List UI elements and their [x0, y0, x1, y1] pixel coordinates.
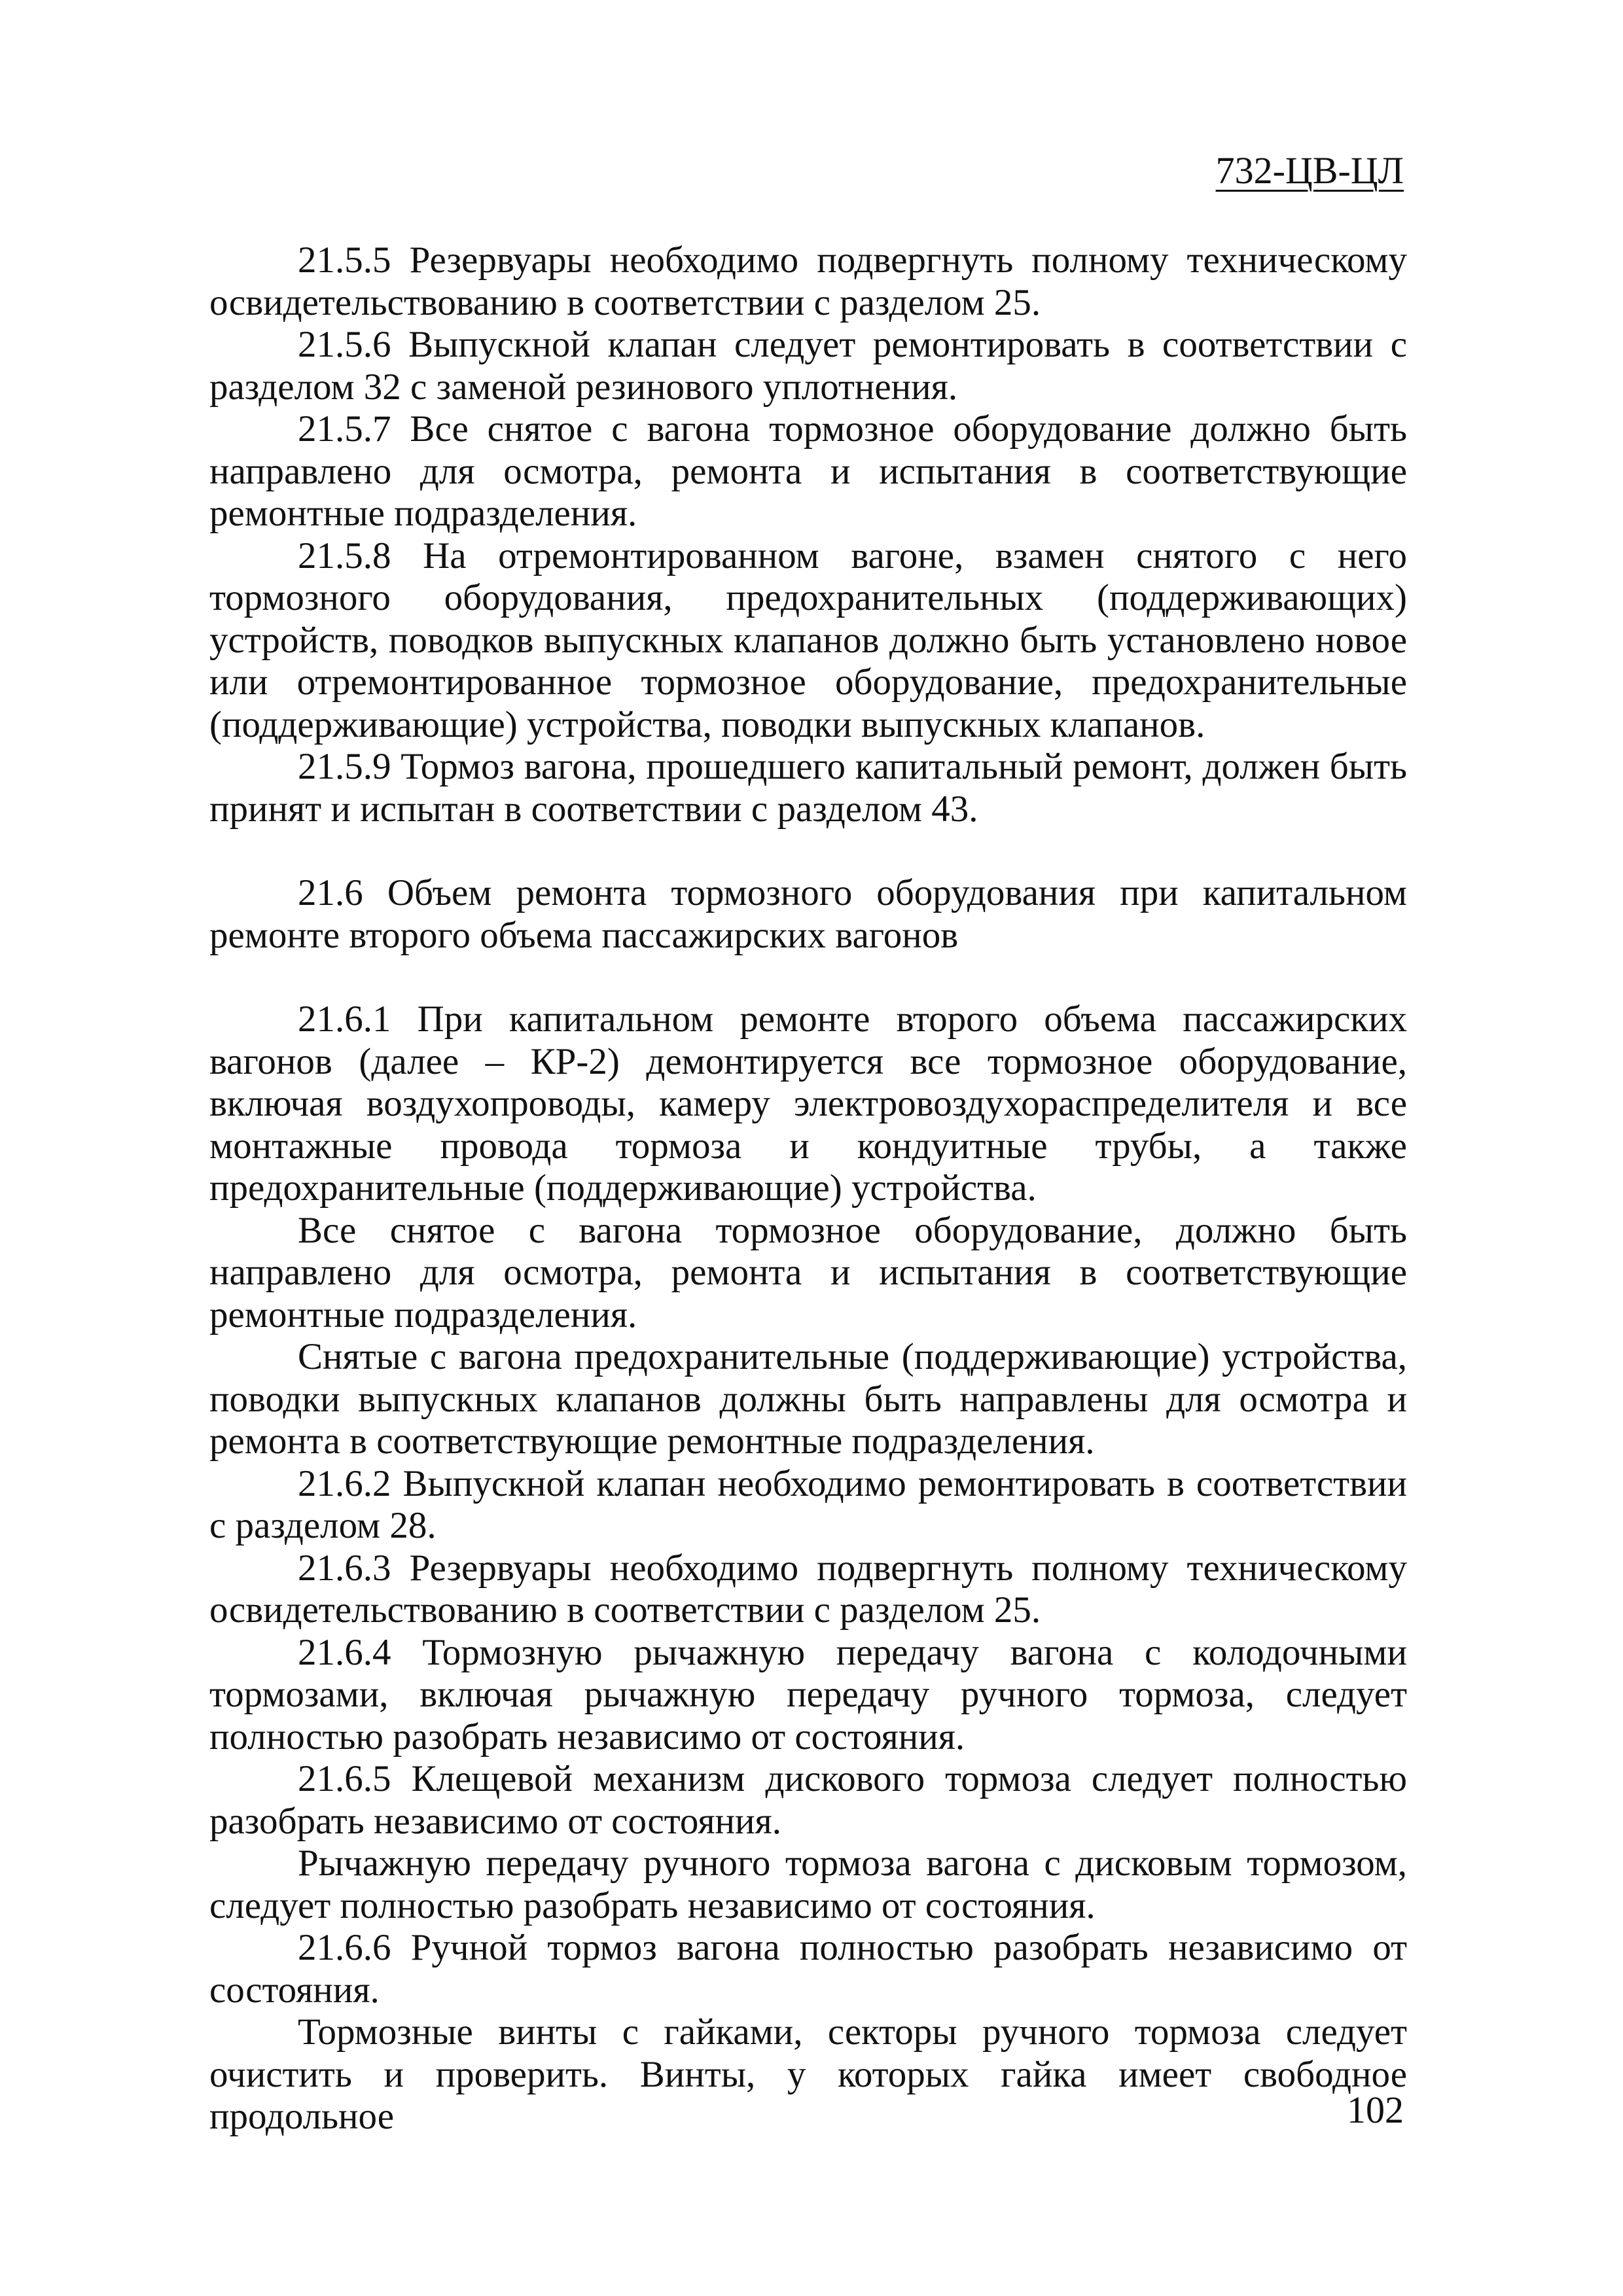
paragraph-21-6-6: 21.6.6 Ручной тормоз вагона полностью разобрать независимо от состояния.	[209, 1927, 1407, 2011]
paragraph-21-5-7: 21.5.7 Все снятое с вагона тормозное оборудование должно быть направлено для осмотра, ремонта и испытания в соответствующие ремонтные подразделения.	[209, 408, 1407, 534]
paragraph-21-6-1: 21.6.1 При капитальном ремонте второго объема пассажирских вагонов (далее – КР-2) демонтируется все тормозное оборудование, включая воздухопроводы, камеру электровоздухораспределителя и все монтажные провода тормоза и кондуитные трубы, а также предохранительные (поддерживающие) устройства.	[209, 998, 1407, 1209]
page-number: 102	[1347, 2089, 1404, 2131]
paragraph-21-5-6: 21.5.6 Выпускной клапан следует ремонтировать в соответствии с разделом 32 с заменой резинового уплотнения.	[209, 324, 1407, 408]
paragraph-21-6-4: 21.6.4 Тормозную рычажную передачу вагона с колодочными тормозами, включая рычажную передачу ручного тормоза, следует полностью разобрать независимо от состояния.	[209, 1631, 1407, 1757]
paragraph-21-6-3: 21.6.3 Резервуары необходимо подвергнуть полному техническому освидетельствованию в соответствии с разделом 25.	[209, 1547, 1407, 1631]
section-heading-21-6: 21.6 Объем ремонта тормозного оборудования при капитальном ремонте второго объема пассажирских вагонов	[209, 872, 1407, 956]
paragraph-21-6-5: 21.6.5 Клещевой механизм дискового тормоза следует полностью разобрать независимо от состояния.	[209, 1758, 1407, 1842]
paragraph-21-6-2: 21.6.2 Выпускной клапан необходимо ремонтировать в соответствии с разделом 28.	[209, 1462, 1407, 1546]
paragraph-21-5-8: 21.5.8 На отремонтированном вагоне, взамен снятого с него тормозного оборудования, предохранительных (поддерживающих) устройств, поводков выпускных клапанов должно быть установлено новое или отремонтированное тормозное оборудование, предохранительные (поддерживающие) устройства, поводки выпускных клапанов.	[209, 535, 1407, 745]
body-text	[209, 239, 1407, 2138]
paragraph-21-6-1-safety-devices: Снятые с вагона предохранительные (поддерживающие) устройства, поводки выпускных клапанов должны быть направлены для осмотра и ремонта в соответствующие ремонтные подразделения.	[209, 1336, 1407, 1462]
paragraph-21-5-9: 21.5.9 Тормоз вагона, прошедшего капитальный ремонт, должен быть принят и испытан в соответствии с разделом 43.	[209, 746, 1407, 830]
document-code: 732-ЦВ-ЦЛ	[1215, 149, 1404, 192]
paragraph-21-6-5-hand-brake: Рычажную передачу ручного тормоза вагона с дисковым тормозом, следует полностью разобрать независимо от состояния.	[209, 1843, 1407, 1926]
paragraph-21-6-1-removed-equipment: Все снятое с вагона тормозное оборудование, должно быть направлено для осмотра, ремонта и испытания в соответствующие ремонтные подразделения.	[209, 1209, 1407, 1335]
paragraph-21-6-6-brake-screws: Тормозные винты с гайками, секторы ручного тормоза следует очистить и проверить. Винты, у которых гайка имеет свободное продольное	[209, 2011, 1407, 2137]
paragraph-21-5-5: 21.5.5 Резервуары необходимо подвергнуть полному техническому освидетельствованию в соответствии с разделом 25.	[209, 239, 1407, 323]
